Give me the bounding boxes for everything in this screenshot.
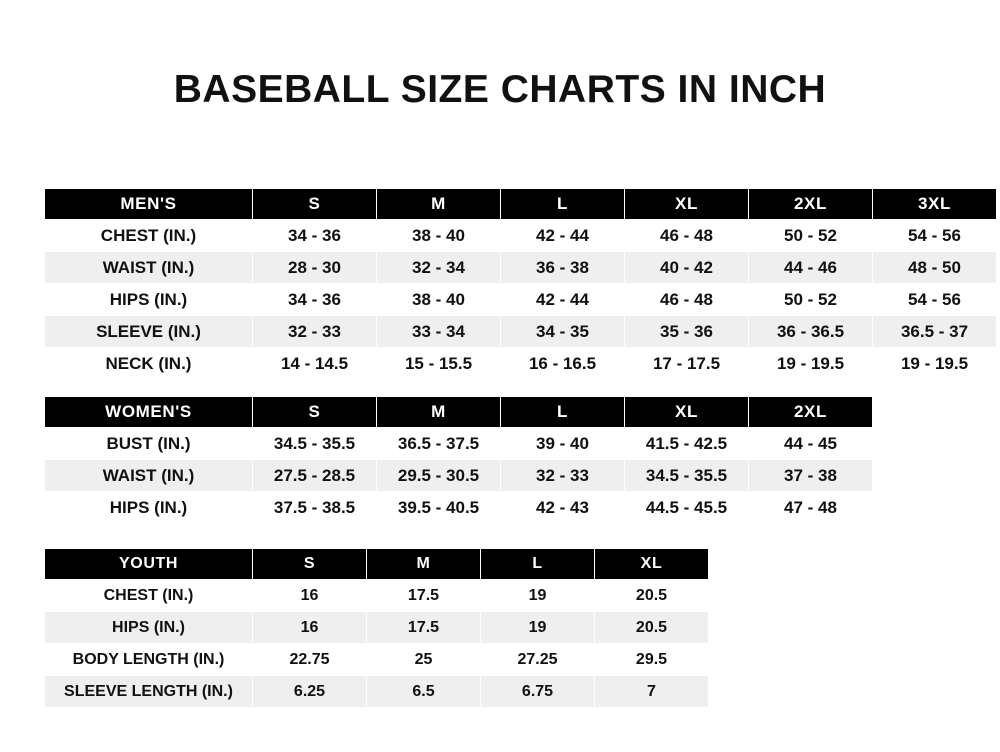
- mens-header-l: L: [501, 189, 625, 220]
- cell: 36 - 38: [501, 252, 625, 284]
- womens-header-category: WOMEN'S: [45, 397, 253, 428]
- cell: 42 - 43: [501, 492, 625, 524]
- cell: 20.5: [595, 612, 709, 644]
- cell: 35 - 36: [625, 316, 749, 348]
- table-row: [45, 348, 997, 380]
- mens-header-category: MEN'S: [45, 189, 253, 220]
- cell: 47 - 48: [749, 492, 873, 524]
- cell: 48 - 50: [873, 252, 997, 284]
- row-label: SLEEVE (IN.): [45, 316, 253, 348]
- row-label: NECK (IN.): [45, 348, 253, 380]
- cell: 17.5: [367, 612, 481, 644]
- cell: 36 - 36.5: [749, 316, 873, 348]
- row-label: WAIST (IN.): [45, 460, 253, 492]
- cell: 6.75: [481, 676, 595, 708]
- cell: 38 - 40: [377, 220, 501, 252]
- row-label: SLEEVE LENGTH (IN.): [45, 676, 253, 708]
- womens-header-s: S: [253, 397, 377, 428]
- cell: 46 - 48: [625, 220, 749, 252]
- cell: 17.5: [367, 580, 481, 612]
- cell: 54 - 56: [873, 220, 997, 252]
- cell: 22.75: [253, 644, 367, 676]
- cell: 44.5 - 45.5: [625, 492, 749, 524]
- cell: 36.5 - 37: [873, 316, 997, 348]
- youth-header-l: L: [481, 549, 595, 580]
- youth-header-xl: XL: [595, 549, 709, 580]
- cell: 39 - 40: [501, 428, 625, 460]
- cell: 50 - 52: [749, 284, 873, 316]
- cell: 32 - 33: [253, 316, 377, 348]
- cell: 16 - 16.5: [501, 348, 625, 380]
- cell: 6.5: [367, 676, 481, 708]
- table-row: [45, 580, 709, 612]
- table-header-row: [45, 549, 709, 580]
- cell: 42 - 44: [501, 284, 625, 316]
- table-row: [45, 612, 709, 644]
- cell: 39.5 - 40.5: [377, 492, 501, 524]
- table-row: [45, 460, 873, 492]
- cell: 15 - 15.5: [377, 348, 501, 380]
- cell: 20.5: [595, 580, 709, 612]
- table-header-row: [45, 189, 997, 220]
- cell: 28 - 30: [253, 252, 377, 284]
- cell: 16: [253, 580, 367, 612]
- mens-header-xl: XL: [625, 189, 749, 220]
- cell: 34.5 - 35.5: [625, 460, 749, 492]
- cell: 34 - 35: [501, 316, 625, 348]
- womens-size-table: [44, 396, 873, 524]
- table-row: [45, 492, 873, 524]
- cell: 44 - 46: [749, 252, 873, 284]
- table-row: [45, 644, 709, 676]
- cell: 37.5 - 38.5: [253, 492, 377, 524]
- cell: 27.25: [481, 644, 595, 676]
- cell: 34 - 36: [253, 284, 377, 316]
- cell: 19: [481, 580, 595, 612]
- cell: 16: [253, 612, 367, 644]
- youth-header-m: M: [367, 549, 481, 580]
- cell: 34.5 - 35.5: [253, 428, 377, 460]
- cell: 32 - 33: [501, 460, 625, 492]
- row-label: BUST (IN.): [45, 428, 253, 460]
- row-label: HIPS (IN.): [45, 284, 253, 316]
- cell: 38 - 40: [377, 284, 501, 316]
- cell: 14 - 14.5: [253, 348, 377, 380]
- row-label: CHEST (IN.): [45, 220, 253, 252]
- table-row: [45, 220, 997, 252]
- cell: 36.5 - 37.5: [377, 428, 501, 460]
- cell: 33 - 34: [377, 316, 501, 348]
- womens-header-l: L: [501, 397, 625, 428]
- cell: 6.25: [253, 676, 367, 708]
- table-header-row: [45, 397, 873, 428]
- row-label: HIPS (IN.): [45, 612, 253, 644]
- row-label: HIPS (IN.): [45, 492, 253, 524]
- mens-header-2xl: 2XL: [749, 189, 873, 220]
- cell: 42 - 44: [501, 220, 625, 252]
- table-row: [45, 316, 997, 348]
- cell: 50 - 52: [749, 220, 873, 252]
- cell: 27.5 - 28.5: [253, 460, 377, 492]
- table-row: [45, 252, 997, 284]
- youth-header-s: S: [253, 549, 367, 580]
- row-label: BODY LENGTH (IN.): [45, 644, 253, 676]
- womens-header-2xl: 2XL: [749, 397, 873, 428]
- youth-size-table: [44, 548, 709, 708]
- cell: 40 - 42: [625, 252, 749, 284]
- cell: 29.5 - 30.5: [377, 460, 501, 492]
- mens-header-m: M: [377, 189, 501, 220]
- row-label: WAIST (IN.): [45, 252, 253, 284]
- mens-header-s: S: [253, 189, 377, 220]
- cell: 44 - 45: [749, 428, 873, 460]
- cell: 41.5 - 42.5: [625, 428, 749, 460]
- cell: 19 - 19.5: [749, 348, 873, 380]
- cell: 34 - 36: [253, 220, 377, 252]
- cell: 32 - 34: [377, 252, 501, 284]
- cell: 37 - 38: [749, 460, 873, 492]
- row-label: CHEST (IN.): [45, 580, 253, 612]
- cell: 46 - 48: [625, 284, 749, 316]
- cell: 19: [481, 612, 595, 644]
- table-row: [45, 676, 709, 708]
- cell: 7: [595, 676, 709, 708]
- cell: 25: [367, 644, 481, 676]
- womens-header-m: M: [377, 397, 501, 428]
- cell: 19 - 19.5: [873, 348, 997, 380]
- mens-header-3xl: 3XL: [873, 189, 997, 220]
- youth-header-category: YOUTH: [45, 549, 253, 580]
- cell: 29.5: [595, 644, 709, 676]
- womens-header-xl: XL: [625, 397, 749, 428]
- cell: 54 - 56: [873, 284, 997, 316]
- table-row: [45, 284, 997, 316]
- table-row: [45, 428, 873, 460]
- cell: 17 - 17.5: [625, 348, 749, 380]
- mens-size-table: [44, 188, 997, 380]
- page-title: BASEBALL SIZE CHARTS IN INCH: [173, 68, 827, 111]
